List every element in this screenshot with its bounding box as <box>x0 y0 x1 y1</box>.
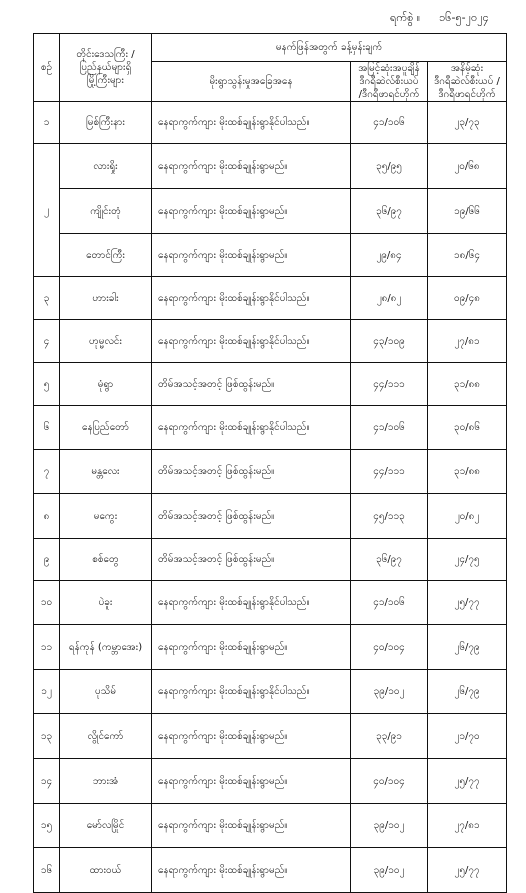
col-header-city-line1: တိုင်းဒေသကြီး / <box>76 49 135 60</box>
col-header-condition: မိုးရွာသွန်းမှုအခြေအနေ <box>152 62 351 102</box>
row-condition: နေရာကွက်ကျား မိုးထစ်ချုန်းရွာမည်။ <box>152 144 351 189</box>
row-min-temp: ၂၀/၈၂ <box>428 494 507 539</box>
row-city: လွိုင်ကော် <box>60 714 152 759</box>
table-row <box>34 539 507 581</box>
table-row <box>34 277 507 320</box>
row-max-temp: ၃၆/၉၇ <box>351 189 428 234</box>
table-row <box>34 189 507 234</box>
row-city: ကျိုင်းတုံ <box>60 189 152 234</box>
row-condition: နေရာကွက်ကျား မိုးထစ်ချုန်းရွာမည်။ <box>152 759 351 804</box>
row-max-temp: ၄၅/၁၁၃ <box>351 494 428 539</box>
row-city: လားရှိုး <box>60 144 152 189</box>
table-body <box>34 102 507 893</box>
row-max-temp: ၄၀/၁၀၄ <box>351 625 428 670</box>
row-city: ပုသိမ် <box>60 670 152 714</box>
table-row <box>34 759 507 804</box>
row-max-temp: ၃၃/၉၁ <box>351 714 428 759</box>
row-condition: နေရာကွက်ကျား မိုးထစ်ချုန်းရွာနိုင်ပါသည်။ <box>152 102 351 144</box>
date-value: ၁၆-၅-၂၀၂၄ <box>439 11 489 24</box>
row-max-temp: ၃၆/၉၇ <box>351 539 428 581</box>
row-max-temp: ၄၄/၁၁၁ <box>351 450 428 494</box>
row-serial: ၈ <box>34 494 60 539</box>
col-header-min-line3: ဒီဂရီဖာရင်ဟိုက် <box>438 89 496 100</box>
row-min-temp: ၀၉/၄၈ <box>428 277 507 320</box>
row-min-temp: ၂၀/၆၈ <box>428 144 507 189</box>
row-condition: နေရာကွက်ကျား မိုးထစ်ချုန်းရွာမည်။ <box>152 234 351 277</box>
table-row <box>34 581 507 625</box>
table-row <box>34 363 507 406</box>
row-serial: ၁၅ <box>34 804 60 848</box>
row-min-temp: ၂၆/၇၉ <box>428 625 507 670</box>
row-serial: ၁၀ <box>34 581 60 625</box>
row-max-temp: ၂၈/၈၂ <box>351 277 428 320</box>
row-condition: နေရာကွက်ကျား မိုးထစ်ချုန်းရွာမည်။ <box>152 714 351 759</box>
row-min-temp: ၂၅/၇၇ <box>428 581 507 625</box>
row-max-temp: ၃၉/၁၀၂ <box>351 848 428 893</box>
row-condition: တိမ်အသင့်အတင့် ဖြစ်ထွန်းမည်။ <box>152 450 351 494</box>
table-row <box>34 234 507 277</box>
row-min-temp: ၂၅/၇၇ <box>428 848 507 893</box>
row-serial: ၄ <box>34 320 60 363</box>
row-serial: ၅ <box>34 363 60 406</box>
row-max-temp: ၃၉/၁၀၂ <box>351 804 428 848</box>
row-serial: ၁၂ <box>34 670 60 714</box>
row-city: ပဲခူး <box>60 581 152 625</box>
row-condition: နေရာကွက်ကျား မိုးထစ်ချုန်းရွာနိုင်ပါသည်။ <box>152 670 351 714</box>
row-serial: ၁၆ <box>34 848 60 893</box>
row-condition: တိမ်အသင့်အတင့် ဖြစ်ထွန်းမည်။ <box>152 494 351 539</box>
row-condition: တိမ်အသင့်အတင့် ဖြစ်ထွန်းမည်။ <box>152 363 351 406</box>
row-serial: ၁၃ <box>34 714 60 759</box>
col-header-city-line3: မြို့ကြီးများ <box>87 75 124 86</box>
row-serial: ၇ <box>34 450 60 494</box>
row-condition: နေရာကွက်ကျား မိုးထစ်ချုန်းရွာမည်။ <box>152 848 351 893</box>
row-min-temp: ၂၄/၇၅ <box>428 539 507 581</box>
col-header-forecast-group: မနက်ဖြန်အတွက် ခန့်မှန်းချက် <box>152 34 507 62</box>
report-date <box>390 10 518 26</box>
row-max-temp: ၄၃/၁၀၉ <box>351 320 428 363</box>
row-city: မကွေး <box>60 494 152 539</box>
table-row <box>34 714 507 759</box>
col-header-serial: စဉ် <box>34 34 60 102</box>
row-city: မုံရွာ <box>60 363 152 406</box>
row-min-temp: ၂၅/၇၇ <box>428 759 507 804</box>
row-city: စစ်တွေ <box>60 539 152 581</box>
table-row <box>34 670 507 714</box>
row-condition: နေရာကွက်ကျား မိုးထစ်ချုန်းရွာနိုင်ပါသည်။ <box>152 406 351 450</box>
row-city: ဘားအံ <box>60 759 152 804</box>
row-serial: ၉ <box>34 539 60 581</box>
col-header-max-line3: /ဒီဂရီဖာရင်ဟိုက် <box>358 89 420 100</box>
row-max-temp: ၃၅/၉၅ <box>351 144 428 189</box>
table-row <box>34 494 507 539</box>
table-row <box>34 144 507 189</box>
col-header-max-temp <box>351 62 428 102</box>
row-serial: ၁၁ <box>34 625 60 670</box>
row-city: တောင်ကြီး <box>60 234 152 277</box>
row-min-temp: ၁၉/၆၆ <box>428 189 507 234</box>
row-condition: နေရာကွက်ကျား မိုးထစ်ချုန်းရွာမည်။ <box>152 189 351 234</box>
row-condition: နေရာကွက်ကျား မိုးထစ်ချုန်းရွာနိုင်ပါသည်။ <box>152 581 351 625</box>
row-condition: နေရာကွက်ကျား မိုးထစ်ချုန်းရွာနိုင်ပါသည်။ <box>152 320 351 363</box>
row-max-temp: ၄၁/၁၀၆ <box>351 581 428 625</box>
col-header-city-line2: ပြည်နယ်များရှိ <box>79 62 132 73</box>
row-city: ဟုမ္မလင်း <box>60 320 152 363</box>
date-label: ရက်စွဲ ။ <box>390 11 421 24</box>
col-header-city <box>60 34 152 102</box>
row-serial: ၁၄ <box>34 759 60 804</box>
row-condition: နေရာကွက်ကျား မိုးထစ်ချုန်းရွာမည်။ <box>152 625 351 670</box>
row-min-temp: ၂၆/၇၉ <box>428 670 507 714</box>
row-condition: နေရာကွက်ကျား မိုးထစ်ချုန်းရွာမည်။ <box>152 804 351 848</box>
row-city: မော်လမြိုင် <box>60 804 152 848</box>
row-min-temp: ၃၁/၈၈ <box>428 363 507 406</box>
row-max-temp: ၄၀/၁၀၄ <box>351 759 428 804</box>
row-serial: ၂ <box>34 144 60 277</box>
row-min-temp: ၂၃/၇၃ <box>428 102 507 144</box>
row-city: နေပြည်တော် <box>60 406 152 450</box>
row-min-temp: ၃၀/၈၆ <box>428 406 507 450</box>
col-header-max-line2: ဒီဂရီဆဲလ်စီးယပ် <box>359 76 419 87</box>
table-row <box>34 406 507 450</box>
row-city: မန္တလေး <box>60 450 152 494</box>
row-max-temp: ၄၁/၁၀၆ <box>351 406 428 450</box>
table-row <box>34 320 507 363</box>
col-header-min-temp <box>428 62 507 102</box>
row-max-temp: ၄၁/၁၀၆ <box>351 102 428 144</box>
table-row <box>34 102 507 144</box>
col-header-min-line2: ဒီဂရီဆဲလ်စီးယပ် / <box>434 76 500 87</box>
table-row <box>34 450 507 494</box>
row-max-temp: ၃၉/၁၀၂ <box>351 670 428 714</box>
row-city: ထားဝယ် <box>60 848 152 893</box>
weather-forecast-table <box>33 33 507 893</box>
row-max-temp: ၂၉/၈၄ <box>351 234 428 277</box>
row-min-temp: ၃၁/၈၈ <box>428 450 507 494</box>
table-row <box>34 625 507 670</box>
row-max-temp: ၄၄/၁၁၁ <box>351 363 428 406</box>
row-serial: ၆ <box>34 406 60 450</box>
row-city: ဟားခါး <box>60 277 152 320</box>
row-condition: တိမ်အသင့်အတင့် ဖြစ်ထွန်းမည်။ <box>152 539 351 581</box>
row-condition: နေရာကွက်ကျား မိုးထစ်ချုန်းရွာနိုင်ပါသည်။ <box>152 277 351 320</box>
header-row-1 <box>34 34 507 62</box>
row-serial: ၃ <box>34 277 60 320</box>
row-min-temp: ၂၁/၇၀ <box>428 714 507 759</box>
row-min-temp: ၂၇/၈၁ <box>428 804 507 848</box>
row-city: ရန်ကုန် (ကမ္ဘာအေး) <box>60 625 152 670</box>
row-min-temp: ၁၈/၆၄ <box>428 234 507 277</box>
row-city: မြစ်ကြီးနား <box>60 102 152 144</box>
table-row <box>34 848 507 893</box>
col-header-max-line1: အမြင့်ဆုံးအပူချိန် <box>358 63 420 74</box>
table-row <box>34 804 507 848</box>
row-min-temp: ၂၇/၈၁ <box>428 320 507 363</box>
col-header-min-line1: အနိမ့်ဆုံး <box>450 63 484 74</box>
row-serial: ၁ <box>34 102 60 144</box>
